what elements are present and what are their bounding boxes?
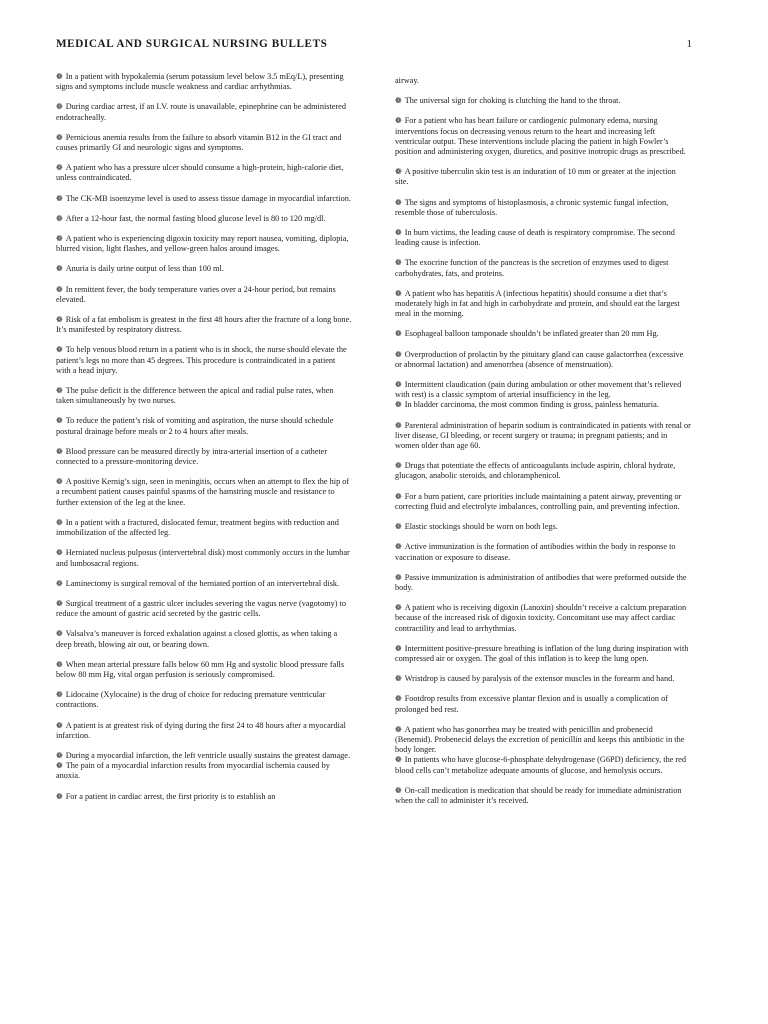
bullet-flower-icon: ❁ xyxy=(56,446,63,456)
bullet-flower-icon: ❁ xyxy=(56,386,63,396)
bullet-flower-icon: ❁ xyxy=(56,163,63,173)
bullet-item xyxy=(56,751,352,761)
bullet-text: The pulse deficit is the difference between the apical and radial pulse rates, when taken simultaneously by two nurses. xyxy=(56,386,334,406)
bullet-text: Surgical treatment of a gastric ulcer includes severing the vagus nerve (vagotomy) to reduce the amount of gastric acid secreted by the gastric cells. xyxy=(56,598,346,619)
bullet-flower-icon: ❁ xyxy=(56,690,63,700)
bullet-text: The CK-MB isoenzyme level is used to assess tissue damage in myocardial infarction. xyxy=(65,193,351,203)
bullet-text: For a burn patient, care priorities include maintaining a patent airway, preventing or correcting fluid and electrolyte imbalances, controlling pain, and preventing infection. xyxy=(395,491,682,511)
right-column xyxy=(395,76,691,816)
bullet-text: During a myocardial infarction, the left ventricle usually sustains the greatest damage. xyxy=(65,750,351,760)
bullet-flower-icon: ❁ xyxy=(395,116,402,126)
bullet-item xyxy=(56,163,352,183)
bullet-text: In burn victims, the leading cause of death is respiratory compromise. The second leading cause is infection. xyxy=(395,228,675,248)
bullet-item xyxy=(56,792,352,802)
bullet-flower-icon: ❁ xyxy=(395,461,402,471)
bullet-text: Pernicious anemia results from the failure to absorb vitamin B12 in the GI tract and causes primarily GI and neurologic signs and symptoms. xyxy=(56,132,342,153)
bullet-flower-icon: ❁ xyxy=(395,674,402,684)
bullet-flower-icon: ❁ xyxy=(56,132,63,142)
bullet-item xyxy=(56,761,352,781)
bullet-flower-icon: ❁ xyxy=(395,167,402,177)
bullet-text: Anuria is daily urine output of less than 100 ml. xyxy=(65,264,224,274)
bullet-text: In a patient with a fractured, dislocated femur, treatment begins with reduction and immobilization of the affected leg. xyxy=(56,517,339,538)
bullet-item xyxy=(56,194,352,204)
bullet-text: In bladder carcinoma, the most common finding is gross, painless hematuria. xyxy=(404,400,659,410)
bullet-text: A patient who has hepatitis A (infectious hepatitis) should consume a diet that’s moderately high in fat and high in carbohydrate and protein, and should eat the largest meal in the morning. xyxy=(395,288,680,319)
bullet-flower-icon: ❁ xyxy=(395,420,402,430)
bullet-item xyxy=(395,674,691,684)
bullet-flower-icon: ❁ xyxy=(395,349,402,359)
bullet-text: During cardiac arrest, if an I.V. route is unavailable, epinephrine can be administered endotracheally. xyxy=(56,102,346,122)
bullet-text: The exocrine function of the pancreas is the secretion of enzymes used to digest carbohydrates, fats, and proteins. xyxy=(395,258,669,278)
bullet-flower-icon: ❁ xyxy=(56,791,63,801)
bullet-flower-icon: ❁ xyxy=(395,755,402,765)
bullet-item xyxy=(395,329,691,339)
bullet-item xyxy=(56,629,352,649)
bullet-item xyxy=(56,133,352,153)
bullet-item xyxy=(56,447,352,467)
bullet-flower-icon: ❁ xyxy=(395,643,402,653)
bullet-text: Drugs that potentiate the effects of anticoagulants include aspirin, chloral hydrate, glucagon, anabolic steroids, and chloramphenicol. xyxy=(395,461,676,481)
bullet-flower-icon: ❁ xyxy=(56,598,63,608)
bullet-item xyxy=(395,542,691,562)
bullet-item xyxy=(395,603,691,634)
bullet-item xyxy=(395,96,691,106)
bullet-text: A patient is at greatest risk of dying during the first 24 to 48 hours after a myocardial infarction. xyxy=(56,720,346,740)
bullet-text: Risk of a fat embolism is greatest in the first 48 hours after the fracture of a long bone. It’s manifested by respiratory distress. xyxy=(56,315,352,335)
bullet-flower-icon: ❁ xyxy=(56,234,63,244)
bullet-flower-icon: ❁ xyxy=(56,102,63,112)
bullet-flower-icon: ❁ xyxy=(56,72,63,81)
bullet-item xyxy=(395,461,691,481)
bullet-text: In patients who have glucose-6-phosphate dehydrogenase (G6PD) deficiency, the red blood cells can’t metabolize adequate amounts of glucose, and hemolysis occurs. xyxy=(395,755,686,775)
bullet-item xyxy=(56,214,352,224)
bullet-flower-icon: ❁ xyxy=(56,477,63,487)
bullet-item xyxy=(56,102,352,122)
bullet-text: A patient who is receiving digoxin (Lanoxin) shouldn’t receive a calcium preparation because of the increased risk of digoxin toxicity. Concomitant use may affect cardiac contractility and lead to arrhythmias. xyxy=(395,603,687,633)
bullet-text: For a patient in cardiac arrest, the first priority is to establish an xyxy=(65,791,276,801)
bullet-text: In a patient with hypokalemia (serum potassium level below 3.5 mEq/L), presenting signs and symptoms include muscle weakness and cardiac arrhythmias. xyxy=(56,72,344,92)
bullet-flower-icon: ❁ xyxy=(395,228,402,238)
bullet-flower-icon: ❁ xyxy=(56,517,63,527)
bullet-text: When mean arterial pressure falls below 60 mm Hg and systolic blood pressure falls below 80 mm Hg, vital organ perfusion is seriously compromised. xyxy=(56,659,345,679)
bullet-item xyxy=(395,350,691,370)
bullet-item xyxy=(395,694,691,714)
bullet-flower-icon: ❁ xyxy=(56,213,63,223)
bullet-text: To reduce the patient’s risk of vomiting and aspiration, the nurse should schedule postural drainage before meals or 2 to 4 hours after meals. xyxy=(56,416,334,436)
bullet-flower-icon: ❁ xyxy=(395,522,402,532)
bullet-flower-icon: ❁ xyxy=(395,603,402,613)
bullet-flower-icon: ❁ xyxy=(56,578,63,588)
bullet-flower-icon: ❁ xyxy=(395,694,402,704)
bullet-text: Valsalva’s maneuver is forced exhalation against a closed glottis, as when taking a deep breath, blowing air out, or bearing down. xyxy=(56,629,338,649)
bullet-item xyxy=(56,285,352,305)
bullet-flower-icon: ❁ xyxy=(395,785,402,795)
bullet-item xyxy=(395,167,691,187)
bullet-text: Passive immunization is administration of antibodies that were preformed outside the body. xyxy=(395,572,687,592)
bullet-text: To help venous blood return in a patient who is in shock, the nurse should elevate the patient’s legs no more than 45 degrees. This procedure is contraindicated in a patient with a head injury. xyxy=(56,345,347,375)
bullet-text: Elastic stockings should be worn on both legs. xyxy=(404,522,558,532)
left-column xyxy=(56,72,352,812)
bullet-flower-icon: ❁ xyxy=(56,720,63,730)
bullet-item xyxy=(395,76,691,86)
bullet-flower-icon: ❁ xyxy=(395,288,402,298)
bullet-text: Blood pressure can be measured directly by intra-arterial insertion of a catheter connected to a pressure-monitoring device. xyxy=(56,446,328,467)
bullet-flower-icon: ❁ xyxy=(395,96,402,106)
bullet-flower-icon: ❁ xyxy=(395,724,402,734)
bullet-flower-icon: ❁ xyxy=(56,761,63,771)
bullet-flower-icon: ❁ xyxy=(395,197,402,207)
bullet-item xyxy=(56,386,352,406)
bullet-text: Intermittent positive-pressure breathing is inflation of the lung during inspiration with compressed air or oxygen. The goal of this inflation is to keep the lung open. xyxy=(395,643,689,663)
bullet-flower-icon: ❁ xyxy=(56,659,63,669)
bullet-item xyxy=(395,421,691,452)
bullet-item xyxy=(56,315,352,335)
bullet-flower-icon: ❁ xyxy=(56,193,63,203)
bullet-text: Intermittent claudication (pain during ambulation or other movement that’s relieved with rest) is a classic symptom of arterial insufficiency in the leg. xyxy=(395,380,682,400)
bullet-text: On-call medication is medication that should be ready for immediate administration when the call to administer it’s received. xyxy=(395,785,682,805)
bullet-item xyxy=(395,786,691,806)
bullet-flower-icon: ❁ xyxy=(395,572,402,582)
bullet-text: A positive tuberculin skin test is an induration of 10 mm or greater at the injection site. xyxy=(395,167,676,187)
bullet-flower-icon: ❁ xyxy=(395,380,402,390)
bullet-item xyxy=(56,72,352,92)
bullet-item xyxy=(395,289,691,320)
bullet-item xyxy=(56,416,352,436)
bullet-text: A patient who has a pressure ulcer should consume a high-protein, high-calorie diet, unless contraindicated. xyxy=(56,163,344,183)
bullet-flower-icon: ❁ xyxy=(395,258,402,268)
bullet-item xyxy=(56,599,352,619)
bullet-item xyxy=(56,721,352,741)
bullet-text: In remittent fever, the body temperature varies over a 24-hour period, but remains elevated. xyxy=(56,284,336,304)
bullet-item xyxy=(395,116,691,157)
bullet-flower-icon: ❁ xyxy=(56,750,63,760)
bullet-flower-icon: ❁ xyxy=(56,315,63,325)
bullet-text: Active immunization is the formation of antibodies within the body in response to vaccination or exposure to disease. xyxy=(395,542,676,562)
bullet-flower-icon: ❁ xyxy=(395,329,402,339)
page-header xyxy=(56,38,692,54)
bullet-item xyxy=(56,660,352,680)
bullet-flower-icon: ❁ xyxy=(395,491,402,501)
bullet-text: The signs and symptoms of histoplasmosis, a chronic systemic fungal infection, resemble those of tuberculosis. xyxy=(395,197,669,217)
bullet-item xyxy=(56,264,352,274)
bullet-flower-icon: ❁ xyxy=(56,548,63,558)
bullet-item xyxy=(56,345,352,376)
bullet-item xyxy=(56,579,352,589)
bullet-item xyxy=(395,755,691,775)
bullet-item xyxy=(395,522,691,532)
bullet-flower-icon: ❁ xyxy=(56,416,63,426)
bullet-item xyxy=(395,400,691,410)
bullet-item xyxy=(395,573,691,593)
bullet-text: Laminectomy is surgical removal of the herniated portion of an intervertebral disk. xyxy=(65,578,340,588)
bullet-flower-icon: ❁ xyxy=(56,284,63,294)
bullet-flower-icon: ❁ xyxy=(56,345,63,355)
bullet-text: Footdrop results from excessive plantar flexion and is usually a complication of prolonged bed rest. xyxy=(395,694,668,714)
bullet-text: After a 12-hour fast, the normal fasting blood glucose level is 80 to 120 mg/dl. xyxy=(65,213,326,223)
bullet-flower-icon: ❁ xyxy=(56,264,63,274)
bullet-item xyxy=(395,228,691,248)
bullet-text: Lidocaine (Xylocaine) is the drug of choice for reducing premature ventricular contractions. xyxy=(56,690,326,710)
bullet-text: Herniated nucleus pulposus (intervertebral disk) most commonly occurs in the lumbar and lumbosacral regions. xyxy=(56,548,350,568)
bullet-flower-icon: ❁ xyxy=(56,629,63,639)
bullet-text: A patient who has gonorrhea may be treated with penicillin and probenecid (Benemid). Probenecid delays the excretion of penicillin and keeps this antibiotic in the body longer. xyxy=(395,724,685,755)
bullet-item xyxy=(56,548,352,568)
bullet-text: Esophageal balloon tamponade shouldn’t be inflated greater than 20 mm Hg. xyxy=(404,329,659,339)
bullet-text: The universal sign for choking is clutching the hand to the throat. xyxy=(404,96,621,106)
bullet-flower-icon: ❁ xyxy=(395,400,402,410)
bullet-flower-icon: ❁ xyxy=(395,542,402,552)
bullet-item xyxy=(56,234,352,254)
bullet-text: For a patient who has heart failure or cardiogenic pulmonary edema, nursing interventions focus on decreasing venous return to the heart and increasing left ventricular output. These interventions include placing the patient in high Fowler’s position and administering oxygen, diuretics, and positive inotropic drugs as prescribed. xyxy=(395,116,686,157)
bullet-text: Overproduction of prolactin by the pituitary gland can cause galactorrhea (excessive or abnormal lactation) and amenorrhea (absence of menstruation). xyxy=(395,349,684,369)
bullet-item xyxy=(56,690,352,710)
bullet-item xyxy=(395,258,691,278)
bullet-text: The pain of a myocardial infarction results from myocardial ischemia caused by anoxia. xyxy=(56,761,330,781)
bullet-item xyxy=(395,492,691,512)
bullet-text: A patient who is experiencing digoxin toxicity may report nausea, vomiting, diplopia, blurred vision, light flashes, and yellow-green halos around images. xyxy=(56,234,349,254)
bullet-item xyxy=(395,198,691,218)
page-number: 1 xyxy=(686,38,692,50)
bullet-text: Wristdrop is caused by paralysis of the extensor muscles in the forearm and hand. xyxy=(404,674,675,684)
document-title: MEDICAL AND SURGICAL NURSING BULLETS xyxy=(56,38,328,50)
bullet-text: Parenteral administration of heparin sodium is contraindicated in patients with renal or liver disease, GI bleeding, or recent surgery or trauma; in pregnant patients; and in women older than age 60. xyxy=(395,420,691,451)
bullet-text: airway. xyxy=(395,76,419,85)
bullet-item xyxy=(395,644,691,664)
bullet-item xyxy=(395,380,691,400)
bullet-item xyxy=(56,477,352,508)
bullet-item xyxy=(395,725,691,756)
bullet-text: A positive Kernig’s sign, seen in meningitis, occurs when an attempt to flex the hip of a recumbent patient causes painful spasms of the hamstring muscle and resistance to further extension of the leg at the knee. xyxy=(56,477,350,507)
bullet-item xyxy=(56,518,352,538)
